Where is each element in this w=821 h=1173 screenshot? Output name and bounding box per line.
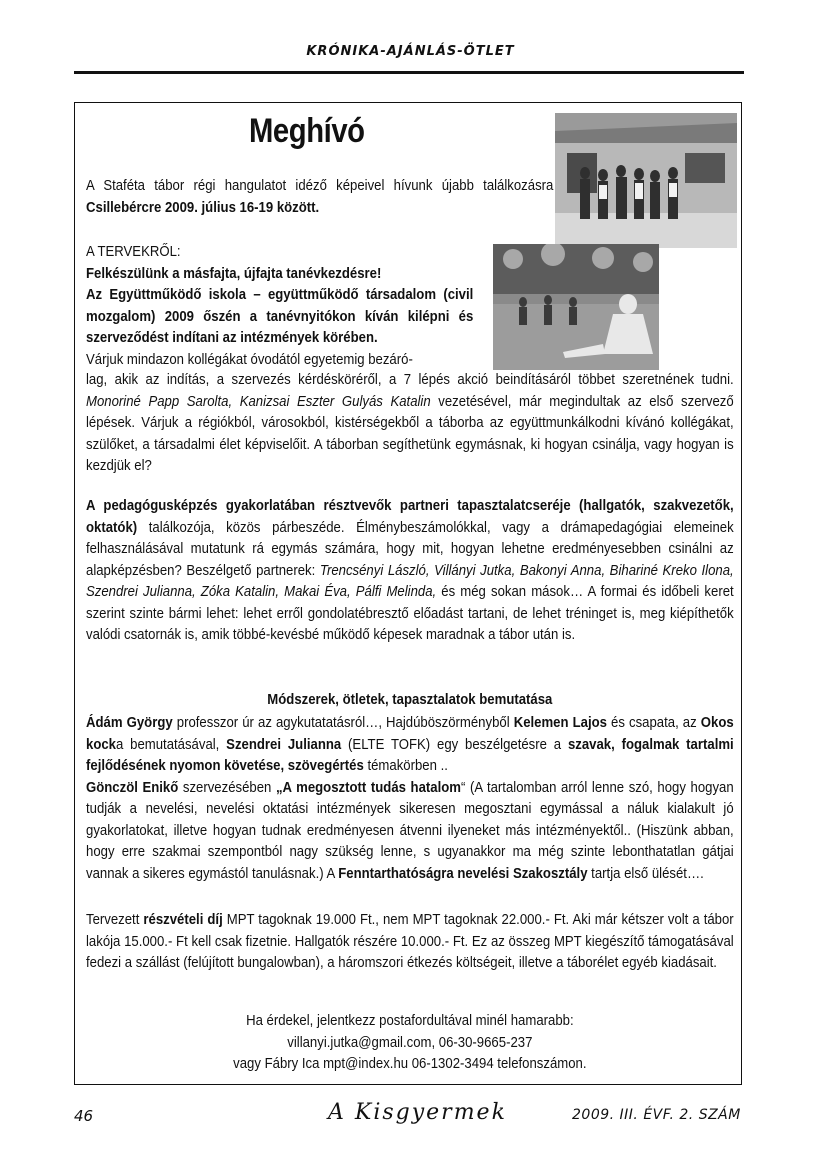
- sustainability-section-name: Fenntarthatóságra nevelési Szakosztály: [338, 865, 588, 882]
- methods-para-1: [86, 713, 734, 778]
- intro-date: Csillebércre 2009. július 16-19 között.: [86, 199, 320, 216]
- header-rule: [74, 71, 744, 74]
- issue-info: 2009. III. ÉVF. 2. SZÁM: [572, 1107, 741, 1123]
- methods-text: professzor úr az agykutatatásról…, Hajdúböszörményből: [172, 715, 514, 731]
- methods-section: [86, 713, 734, 885]
- running-header: KRÓNIKA-AJÁNLÁS-ÖTLET: [306, 44, 515, 59]
- methods-text: tartja első ülését….: [587, 865, 704, 882]
- plans-names: Monoriné Papp Sarolta, Kanizsai Eszter Gulyás Katalin: [86, 393, 431, 410]
- topic-text-comprehension: szavak, fogalmak tartalmi fejlődésének nyomon követése, szövegértés: [86, 736, 734, 774]
- teacher-training-section: [86, 496, 734, 647]
- contact-line-3: vagy Fábry Ica mpt@index.hu 06-1302-3494 telefonszámon.: [233, 1056, 587, 1072]
- training-bold: A pedagógusképzés gyakorlatában résztvevők partneri tapasztalatcseréje (hallgatók, szakvezetők, oktatók): [86, 498, 734, 536]
- plans-bold-para: Az Együttműködő iskola – együttműködő társadalom (civil mozgalom) 2009 őszén a tanévnyitókon kíván kilépni és szerveződést indítani az intézmények körében.: [86, 287, 474, 346]
- fee-text-1: Tervezett: [86, 912, 144, 928]
- journal-name: A Kisgyermek: [328, 1100, 507, 1125]
- okos-kocka: Okos kock: [86, 715, 734, 753]
- methods-heading-text: Módszerek, ötletek, tapasztalatok bemutatása: [267, 692, 553, 708]
- plans-text-2: vezetésével, már megindultak az első szervező lépések. Várjuk a régiókból, városokból, kistérségekből a táborba az együttmunkálkodni kívánó kollégákat, szülőket, a társadalmi élet képviselőit. A táborban segíthetünk egymásnak, ki hogyan csinálja, vagy hogyan is kezdjük el?: [86, 393, 734, 474]
- name-gonczol: Gönczöl Enikő: [86, 779, 179, 796]
- intro-text: A Staféta tábor régi hangulatot idéző képeivel hívunk újabb találkozásra: [86, 178, 554, 194]
- methods-text: témakörben ..: [363, 758, 448, 774]
- intro-paragraph: [86, 176, 553, 219]
- plans-continuation: [86, 370, 734, 478]
- plans-bold-line: Felkészülünk a másfajta, újfajta tanévkezdésre!: [86, 265, 382, 282]
- methods-heading: [86, 690, 734, 712]
- name-szendrei: Szendrei Julianna: [226, 736, 342, 753]
- training-text-2: és még sokan mások… A formai és időbeli keret szerint szinte bármi lehet: lehet erről gondolatébresztő előadást tartani, de lehet tréninget is, meg kiépíthetők valódi csatornák is, amik többé-kevésbé működő képesek maradnak a tábor után is.: [86, 584, 734, 643]
- contact-line-1: Ha érdekel, jelentkezz postafordultával minél hamarabb:: [246, 1013, 574, 1029]
- fee-label: részvételi díj: [143, 912, 223, 928]
- plans-text-1: lag, akik az indítás, a szervezés kérdésköréről, a 7 lépés akció beindításáról többet szeretnének tudni.: [86, 372, 734, 388]
- camp-photo-building: [555, 113, 737, 248]
- methods-text: a bemutatásával,: [115, 736, 227, 753]
- plans-para-start: Várjuk mindazon kollégákat óvodától egyetemig bezáró-: [86, 351, 413, 368]
- methods-text: “ (A tartalomban arról lenne szó, hogy hogyan tudják a nevelési, nevelési oktatási intézmények sikeresen megosztani egymással a náluk kialakult jó gyakorlatokat, illetve hogyan tudnak eredményesen átvenni ilyeneket más intézményektől.. (Hiszünk abban, hogy erre szakmai szempontból nagy szükség lenne, s ugyanakkor ma még szinte lebonthatatlan gátjai vannak a sikeres egymástól tanulásnak.) A: [86, 779, 734, 882]
- page-title: Meghívó: [249, 112, 365, 150]
- name-adam: Ádám György: [86, 715, 173, 731]
- fee-paragraph: [86, 910, 734, 975]
- name-kelemen: Kelemen Lajos: [513, 715, 607, 731]
- methods-text: szervezésében: [178, 779, 276, 796]
- methods-text: (ELTE TOFK) egy beszélgetésre a: [341, 736, 568, 753]
- contact-email-phone: villanyi.jutka@gmail.com, 06-30-9665-237: [287, 1034, 533, 1051]
- camp-photo-outdoor: [493, 244, 659, 370]
- training-text-1: találkozója, közös párbeszéde. Élménybeszámolókkal, vagy a drámapedagógiai elemeinek felhasználásával mutatunk rá egymás számára, hogy mit, hogyan lehetne eredményesebben csinálni az alapképzésben? Beszélgető partnerek:: [86, 519, 734, 579]
- shared-knowledge-title: „A megosztott tudás hatalom: [275, 779, 461, 796]
- methods-text: és csapata, az: [606, 715, 701, 731]
- contact-block: [86, 1011, 734, 1076]
- training-partners: Trencsényi László, Villányi Jutka, Bakonyi Anna, Bihariné Kreko Ilona, Szendrei Julianna, Zóka Katalin, Makai Éva, Pálfi Melinda,: [86, 562, 734, 600]
- methods-para-2: [86, 778, 734, 886]
- page-number: 46: [74, 1107, 94, 1125]
- plans-section: [86, 242, 473, 371]
- fee-text-2: MPT tagoknak 19.000 Ft., nem MPT tagoknak 22.000.- Ft. Aki már kétszer volt a tábor lakója 15.000.- Ft kell csak fizetnie. Hallgatók részére 10.000.- Ft. Ez az összeg MPT kiegészítő támogatásával fedezi a szállást (felújított bungalowban), a háromszori étkezés költségeit, illetve a táborélet egyéb kiadásait.: [86, 912, 734, 971]
- plans-heading: A TERVEKRŐL:: [86, 244, 181, 260]
